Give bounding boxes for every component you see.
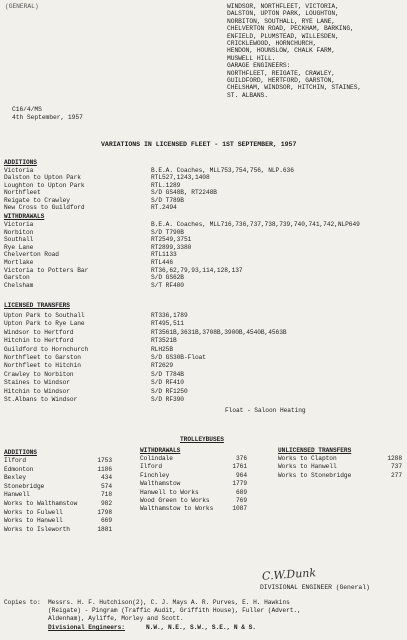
float-note: Float - Saloon Heating bbox=[225, 407, 306, 414]
row-route: Upton Park to Rye Lane bbox=[4, 320, 85, 328]
row-detail: S/D RF410 bbox=[151, 379, 184, 387]
trolley-row-value: 1798 bbox=[97, 508, 112, 516]
memo-date: 4th September, 1957 bbox=[12, 114, 83, 121]
row-detail: B.E.A. Coaches, MLL716,736,737,738,739,740,741,742,NLP649 bbox=[151, 221, 360, 228]
trolley-row-value: 1087 bbox=[232, 505, 247, 513]
row-detail: S/D T789B bbox=[151, 196, 184, 204]
trolley-row-value: 376 bbox=[236, 455, 247, 462]
trolley-row-name: Works to Clapton bbox=[278, 455, 337, 462]
trolley-row-value: 669 bbox=[101, 517, 112, 525]
trolley-row-name: Finchley bbox=[140, 471, 170, 479]
additions-heading: ADDITIONS bbox=[4, 159, 37, 166]
reference-code: C16/4/MS bbox=[12, 106, 42, 113]
trolley-row-value: 277 bbox=[391, 471, 402, 479]
distribution-line: HENDON, HOUNSLOW, CHALK FARM, bbox=[227, 47, 336, 55]
trolley-row-name: Works to Hanwell bbox=[4, 517, 63, 525]
trolley-row-value: 769 bbox=[236, 497, 247, 504]
trolley-row-name: Works to Walthamstow bbox=[4, 500, 78, 507]
distribution-line: CHELSHAM, WINDSOR, HITCHIN, STAINES, bbox=[227, 84, 362, 92]
row-route: Crawley to Norbiton bbox=[4, 370, 74, 378]
row-route: Guildford to Hornchurch bbox=[4, 345, 89, 353]
signature-role: DIVISIONAL ENGINEER (General) bbox=[260, 584, 370, 591]
row-detail: RTL446 bbox=[151, 259, 173, 266]
distribution-line: CHELVERTON ROAD, PECKHAM, BARKING, bbox=[227, 25, 354, 33]
row-route: New Cross to Guildford bbox=[4, 204, 85, 211]
trolley-row-value: 1288 bbox=[387, 455, 402, 462]
trolley-row-value: 1753 bbox=[97, 457, 112, 464]
row-detail: RLH25B bbox=[151, 345, 173, 353]
row-route: Northfleet to Garston bbox=[4, 354, 81, 361]
trolley-row-value: 982 bbox=[101, 500, 112, 507]
trolley-row-value: 434 bbox=[101, 474, 112, 482]
row-detail: RT.2494 bbox=[151, 204, 177, 211]
trolley-row-name: Ilford bbox=[140, 463, 162, 471]
trolley-row-name: Walthamstow bbox=[140, 480, 181, 488]
row-route: Loughton to Upton Park bbox=[4, 181, 85, 189]
copies-label: Copies to: bbox=[4, 599, 41, 606]
row-detail: RTL.1289 bbox=[151, 181, 181, 189]
copies-line-1: Messrs. H. F. Hutchison(2), C. J. Mays A. R. Purves, E. H. Hawkins bbox=[48, 599, 290, 606]
distribution-line: GARAGE ENGINEERS: bbox=[227, 62, 291, 70]
row-route: Garston bbox=[4, 274, 30, 282]
row-route: Victoria bbox=[4, 221, 34, 228]
distribution-line: DALSTON, UPTON PARK, LOUGHTON, bbox=[227, 10, 339, 18]
row-route: Upton Park to Southall bbox=[4, 312, 85, 319]
row-route: Chelsham bbox=[4, 281, 34, 289]
trolley-row-value: 1761 bbox=[232, 463, 247, 471]
row-detail: S/D GS48B, RT2248B bbox=[151, 189, 217, 197]
distribution-line: GUILDFORD, HERTFORD, GARSTON, bbox=[227, 77, 336, 84]
trolley-row-name: Colindale bbox=[140, 455, 173, 462]
row-detail: RT2629 bbox=[151, 362, 173, 370]
row-route: Victoria bbox=[4, 167, 34, 174]
trolley-row-name: Ilford bbox=[4, 457, 26, 464]
origin-label: (GENERAL) bbox=[5, 3, 39, 10]
row-route: Reigate to Crawley bbox=[4, 196, 70, 204]
trolley-row-value: 718 bbox=[101, 491, 112, 499]
trolley-row-value: 1881 bbox=[97, 525, 112, 533]
trolley-row-value: 1779 bbox=[232, 480, 247, 488]
row-detail: RT36,62,79,93,114,128,137 bbox=[151, 266, 243, 274]
row-detail: B.E.A. Coaches, MLL753,754,756, NLP.636 bbox=[151, 167, 294, 174]
trolley-row-name: Works to Stonebridge bbox=[278, 471, 352, 479]
row-detail: RT3521B bbox=[151, 337, 177, 345]
row-route: St.Albans to Windsor bbox=[4, 396, 78, 403]
row-detail: RT2549,3751 bbox=[151, 236, 192, 244]
row-route: Northfleet to Hitchin bbox=[4, 362, 81, 370]
distribution-line: NORBITON, SOUTHALL, RYE LANE, bbox=[227, 17, 336, 25]
row-detail: S/D RF390 bbox=[151, 396, 184, 403]
row-route: Staines to Windsor bbox=[4, 379, 70, 387]
row-detail: S/D RF1250 bbox=[151, 387, 188, 395]
row-route: Victoria to Potters Bar bbox=[4, 266, 89, 274]
copies-line-2: (Reigate) - Pingram (Traffic Audit, Griffith House), Fuller (Advert., bbox=[48, 607, 301, 614]
trolley-row-value: 1186 bbox=[97, 465, 112, 473]
row-route: Mortlake bbox=[4, 259, 34, 266]
row-detail: RT336,1789 bbox=[151, 312, 188, 319]
divisional-engineers-label: Divisional Engineers: bbox=[48, 624, 125, 631]
row-route: Rye Lane bbox=[4, 243, 34, 251]
row-detail: S/D T790B bbox=[151, 228, 184, 236]
trolley-row-name: Bexley bbox=[4, 474, 26, 482]
trolleybuses-heading: TROLLEYBUSES bbox=[180, 436, 224, 443]
trolley-row-name: Works to Fulwell bbox=[4, 508, 63, 516]
trolley-row-name: Works to Hanwell bbox=[278, 463, 337, 471]
divisional-engineers-value: N.W., N.E., S.W., S.E., N & S. bbox=[146, 624, 256, 631]
distribution-line: WINDSOR, NORTHFLEET, VICTORIA, bbox=[227, 3, 339, 10]
trolley-row-name: Edmonton bbox=[4, 465, 34, 473]
row-detail: RTL527,1243,1408 bbox=[151, 174, 210, 182]
row-detail: RT495,511 bbox=[151, 320, 184, 328]
trolley-transfers-heading: UNLICENSED TRANSFERS bbox=[278, 447, 352, 454]
distribution-line: ENFIELD, PLUMSTEAD, WILLESDEN, bbox=[227, 32, 339, 40]
signature-script: C.W.Dunk bbox=[261, 566, 317, 583]
trolley-withdrawals-heading: WITHDRAWALS bbox=[140, 447, 181, 454]
row-route: Chelverton Road bbox=[4, 251, 59, 259]
row-detail: S/D GS62B bbox=[151, 274, 184, 282]
row-detail: S/D T784B bbox=[151, 370, 184, 378]
trolley-row-name: Stonebridge bbox=[4, 482, 45, 490]
row-detail: S/T RF400 bbox=[151, 281, 184, 289]
distribution-line: NORTHFLEET, REIGATE, CRAWLEY, bbox=[227, 69, 336, 77]
trolley-row-value: 574 bbox=[101, 482, 112, 490]
row-route: Dalston to Upton Park bbox=[4, 174, 81, 182]
row-route: Norbiton bbox=[4, 228, 34, 236]
row-route: Hitchin to Windsor bbox=[4, 387, 70, 395]
trolley-row-name: Wood Green to Works bbox=[140, 497, 210, 504]
row-detail: RTL1133 bbox=[151, 251, 177, 259]
trolley-row-name: Hanwell bbox=[4, 491, 30, 499]
row-route: Northfleet bbox=[4, 189, 41, 197]
row-route: Windsor to Hertford bbox=[4, 328, 74, 336]
trolley-row-value: 964 bbox=[236, 471, 247, 479]
licensed-transfers-heading: LICENSED TRANSFERS bbox=[4, 302, 70, 309]
row-detail: S/D GS30B-Float bbox=[151, 354, 206, 361]
trolley-additions-heading: ADDITIONS bbox=[4, 449, 37, 456]
withdrawals-heading: WITHDRAWALS bbox=[4, 213, 45, 220]
copies-line-3: Aldenham), Ayliffe, Morley and Scott. bbox=[48, 615, 184, 622]
row-detail: RT3561B,3631B,3708B,3900B,4540B,4563B bbox=[151, 328, 287, 336]
trolley-row-value: 689 bbox=[236, 488, 247, 496]
page-title: VARIATIONS IN LICENSED FLEET - 1ST SEPTEMBER, 1957 bbox=[101, 141, 297, 148]
distribution-line: MUSWELL HILL. bbox=[227, 54, 276, 62]
distribution-line: CRICKLEWOOD, HORNCHURCH, bbox=[227, 40, 317, 47]
row-route: Southall bbox=[4, 236, 34, 244]
distribution-line: ST. ALBANS. bbox=[227, 91, 269, 99]
row-detail: RT2899,3380 bbox=[151, 243, 192, 251]
trolley-row-name: Walthamstow to Works bbox=[140, 505, 214, 513]
trolley-row-name: Works to Isleworth bbox=[4, 525, 70, 533]
row-route: Hitchin to Hertford bbox=[4, 337, 74, 345]
trolley-row-name: Hanwell to Works bbox=[140, 488, 199, 496]
trolley-row-value: 737 bbox=[391, 463, 402, 471]
